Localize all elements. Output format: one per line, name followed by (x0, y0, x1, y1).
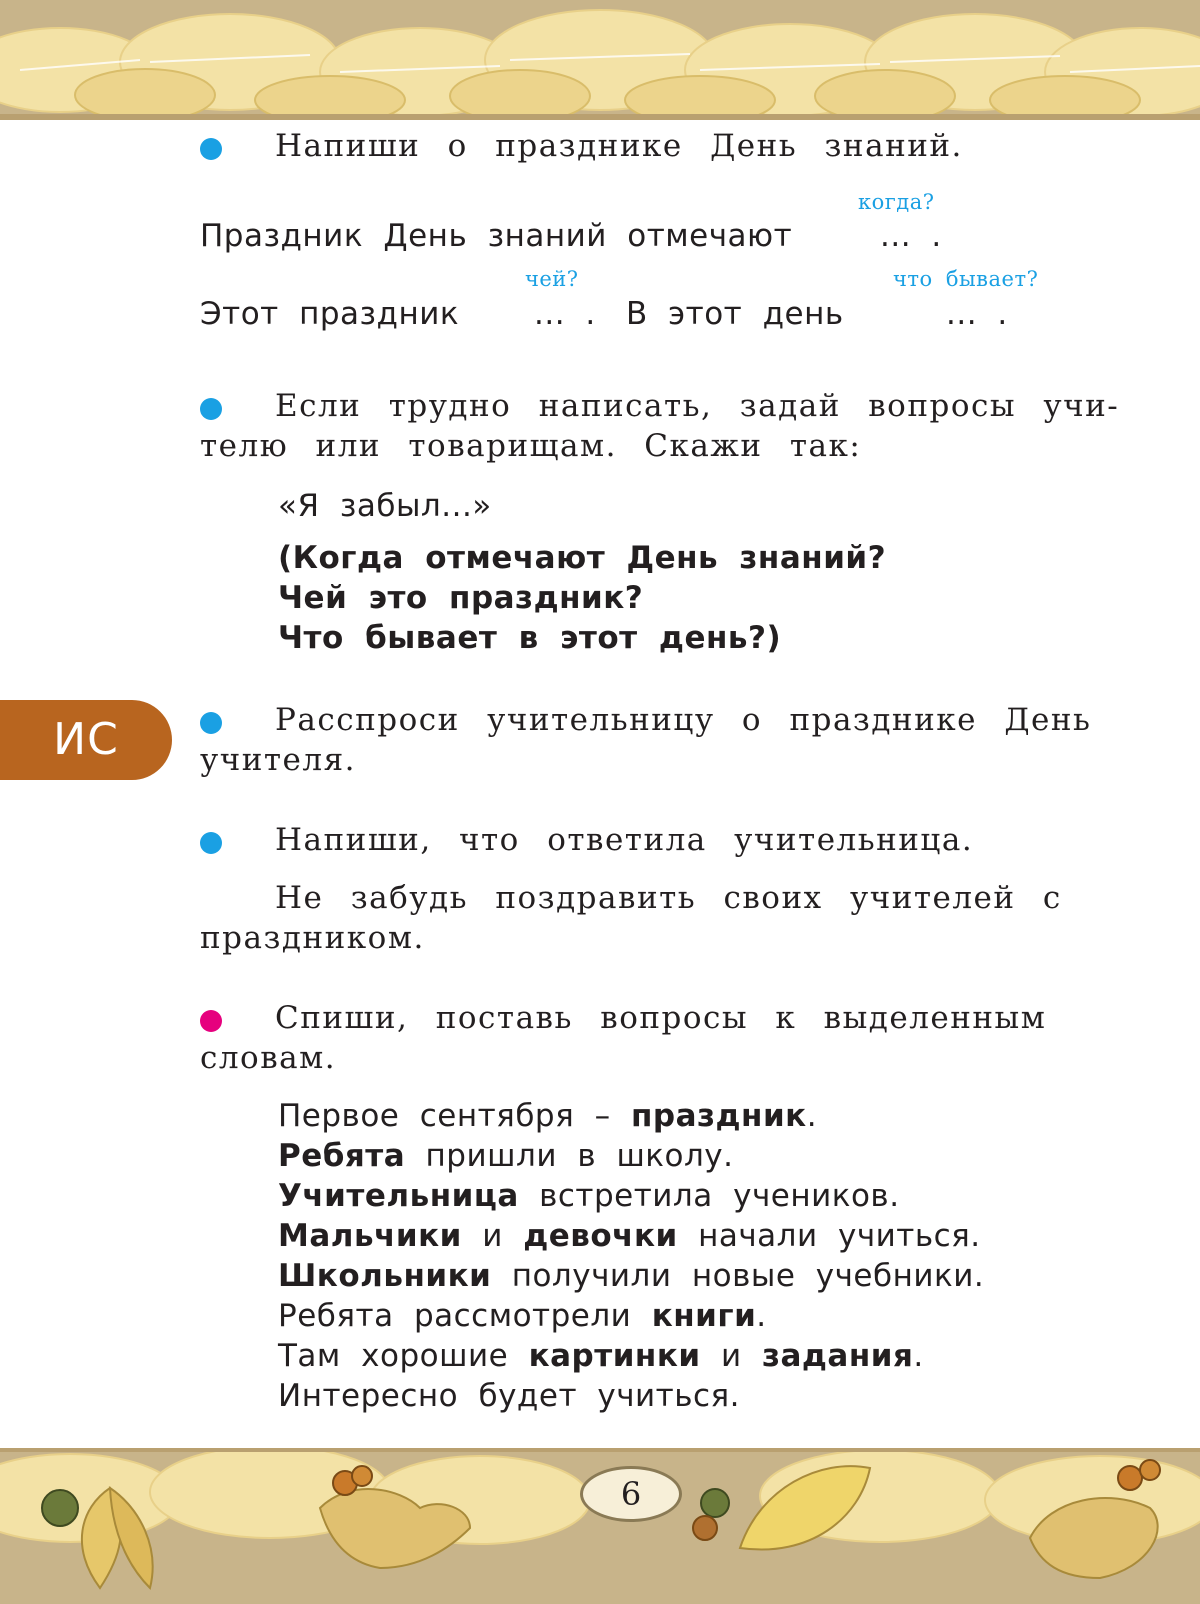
task-heading: Напиши, что ответила учительница. (275, 822, 974, 858)
blank-placeholder: ... . (946, 296, 1008, 332)
sentence-text: и (461, 1218, 524, 1254)
highlighted-word: Ребята (278, 1138, 406, 1174)
instruction-line: учителя. (200, 742, 356, 778)
highlighted-word: книги (651, 1298, 757, 1334)
sentence-text: встретила учеников. (518, 1178, 900, 1214)
instruction-line: праздником. (200, 920, 425, 956)
sentence-line: В этот день (626, 296, 844, 332)
highlighted-word: праздник (630, 1098, 807, 1134)
exercise-sentence (278, 1298, 767, 1334)
bullet-blue (200, 832, 222, 854)
exercise-sentence (278, 1178, 900, 1214)
sentence-text: получили новые учебники. (491, 1258, 985, 1294)
hint-what: что бывает? (893, 267, 1039, 291)
instruction-line: телю или товарищам. Скажи так: (200, 428, 862, 464)
quote-text: «Я забыл...» (278, 488, 492, 524)
sentence-text: . (756, 1298, 767, 1334)
sentence-text: Там хорошие (278, 1338, 529, 1374)
sentence-text: и (700, 1338, 762, 1374)
sentence-line: Этот праздник (200, 296, 460, 332)
highlighted-word: девочки (523, 1218, 678, 1254)
page-number: 6 (580, 1466, 682, 1522)
highlighted-word: Учительница (278, 1178, 519, 1214)
task-heading: Напиши о празднике День знаний. (275, 128, 963, 164)
instruction-line: Не забудь поздравить своих учителей с (275, 880, 1062, 916)
sentence-text: . (806, 1098, 818, 1134)
sentence-line: Праздник День знаний отмечают (200, 218, 793, 254)
hint-whose: чей? (525, 267, 579, 291)
bullet-blue (200, 398, 222, 420)
highlighted-word: картинки (528, 1338, 701, 1374)
exercise-sentence (278, 1258, 984, 1294)
instruction-line: словам. (200, 1040, 337, 1076)
exercise-sentence (278, 1138, 734, 1174)
exercise-sentence: Интересно будет учиться. (278, 1378, 741, 1414)
question-line: Что бывает в этот день?) (278, 620, 782, 656)
instruction-line: Если трудно написать, задай вопросы учи- (275, 388, 1120, 424)
instruction-line: Расспроси учительницу о празднике День (275, 702, 1092, 738)
exercise-sentence (278, 1338, 924, 1374)
blank-placeholder: ... . (880, 218, 942, 254)
highlighted-word: Мальчики (278, 1218, 462, 1254)
sentence-text: Первое сентября – (278, 1098, 631, 1134)
sentence-text: пришли в школу. (405, 1138, 734, 1174)
bullet-blue (200, 712, 222, 734)
question-line: Чей это праздник? (278, 580, 644, 616)
highlighted-word: Школьники (278, 1258, 492, 1294)
hint-when: когда? (858, 190, 935, 214)
bullet-blue (200, 138, 222, 160)
instruction-line: Спиши, поставь вопросы к выделенным (275, 1000, 1047, 1036)
question-line: (Когда отмечают День знаний? (278, 540, 887, 576)
bullet-pink (200, 1010, 222, 1032)
sentence-text: Ребята рассмотрели (278, 1298, 652, 1334)
blank-placeholder: ... . (534, 296, 596, 332)
top-leaf-border (0, 0, 1200, 120)
exercise-sentence (278, 1218, 981, 1254)
highlighted-word: задания (761, 1338, 914, 1374)
sentence-text: начали учиться. (677, 1218, 981, 1254)
side-tab-label: ИС (0, 700, 172, 780)
sentence-text: . (913, 1338, 924, 1374)
exercise-sentence (278, 1098, 817, 1134)
